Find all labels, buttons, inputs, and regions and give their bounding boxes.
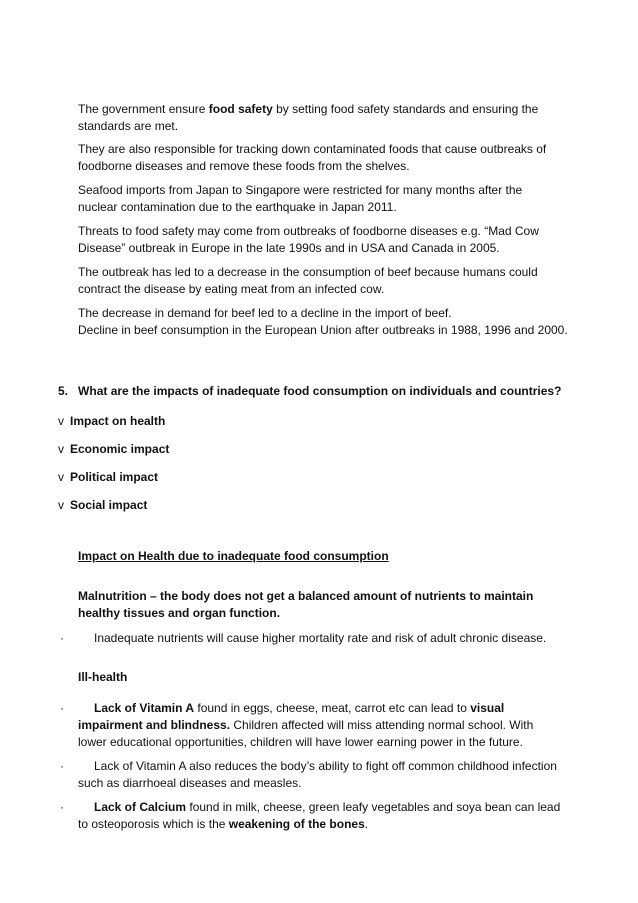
question-text: What are the impacts of inadequate food consumption on individuals and countries?: [78, 384, 562, 398]
impact-label: Political impact: [70, 470, 159, 484]
bullet-text: Lack of Vitamin A also reduces the body’s ability to fight off common childhood infection such as diarrhoeal diseases and measles.: [78, 759, 557, 790]
question-number: 5.: [58, 384, 69, 398]
food-safety-paragraph: [78, 101, 558, 135]
mortality-bullet: [78, 630, 598, 647]
text-segment: by setting food safety standards and ensuring the standards are met.: [78, 102, 539, 133]
bullet-mark: ·: [60, 800, 64, 814]
text-segment: Children affected will miss attending normal school. With lower educational opportunities, children will have lower earning power in the future.: [78, 718, 534, 749]
decline-line-1: The decrease in demand for beef led to a decline in the import of beef.: [78, 306, 452, 320]
list-item: [58, 441, 169, 458]
bold-food-safety: food safety: [208, 102, 273, 116]
impact-label: Economic impact: [70, 442, 170, 456]
v-mark: v: [58, 470, 64, 484]
health-section-title: Impact on Health due to inadequate food consumption: [78, 549, 389, 563]
impact-label: Social impact: [70, 498, 148, 512]
outbreak-paragraph: The outbreak has led to a decrease in the consumption of beef because humans could contract the disease by eating meat from an infected cow.: [78, 265, 538, 296]
bullet-mark: ·: [60, 759, 64, 773]
list-item: [58, 469, 158, 486]
bullet-mark: ·: [60, 701, 64, 715]
infection-bullet: [78, 758, 564, 792]
bullet-text: Inadequate nutrients will cause higher mortality rate and risk of adult chronic disease.: [94, 631, 547, 645]
threats-paragraph: Threats to food safety may come from outbreaks of foodborne diseases e.g. “Mad Cow Disease” outbreak in Europe in the late 1990s and in USA and Canada in 2005.: [78, 224, 539, 255]
illhealth-title: Ill-health: [78, 670, 128, 684]
decline-paragraph: [78, 305, 598, 339]
v-mark: v: [58, 414, 64, 428]
text-segment: .: [364, 817, 369, 831]
seafood-paragraph: Seafood imports from Japan to Singapore were restricted for many months after the nuclear contamination due to the earthquake in Japan 2011.: [78, 183, 523, 214]
bold-lack-calcium: Lack of Calcium: [94, 800, 187, 814]
malnutrition-definition: Malnutrition – the body does not get a balanced amount of nutrients to maintain healthy tissues and organ function.: [78, 589, 534, 620]
list-item: [58, 497, 147, 514]
bullet-mark: ·: [60, 631, 64, 645]
text-segment: The government ensure: [78, 102, 209, 116]
decline-line-2: Decline in beef consumption in the European Union after outbreaks in 1988, 1996 and 2000.: [78, 323, 568, 337]
question-heading: [58, 383, 598, 400]
v-mark: v: [58, 498, 64, 512]
v-mark: v: [58, 442, 64, 456]
tracking-paragraph: They are also responsible for tracking down contaminated foods that cause outbreaks of foodborne diseases and remove these foods from the shelves.: [78, 142, 547, 173]
text-segment: found in milk, cheese, green leafy vegetables and soya bean can lead to osteoporosis which is the: [78, 800, 561, 831]
text-segment: found in eggs, cheese, meat, carrot etc can lead to: [194, 701, 471, 715]
bold-weakening-bones: weakening of the bones: [228, 817, 365, 831]
calcium-bullet: [78, 799, 564, 833]
bold-visual-impairment: visual impairment and blindness.: [78, 701, 505, 732]
vitamin-a-bullet: [78, 700, 564, 751]
impact-label: Impact on health: [70, 414, 166, 428]
bold-lack-vitamin-a: Lack of Vitamin A: [94, 701, 195, 715]
list-item: [58, 413, 165, 430]
